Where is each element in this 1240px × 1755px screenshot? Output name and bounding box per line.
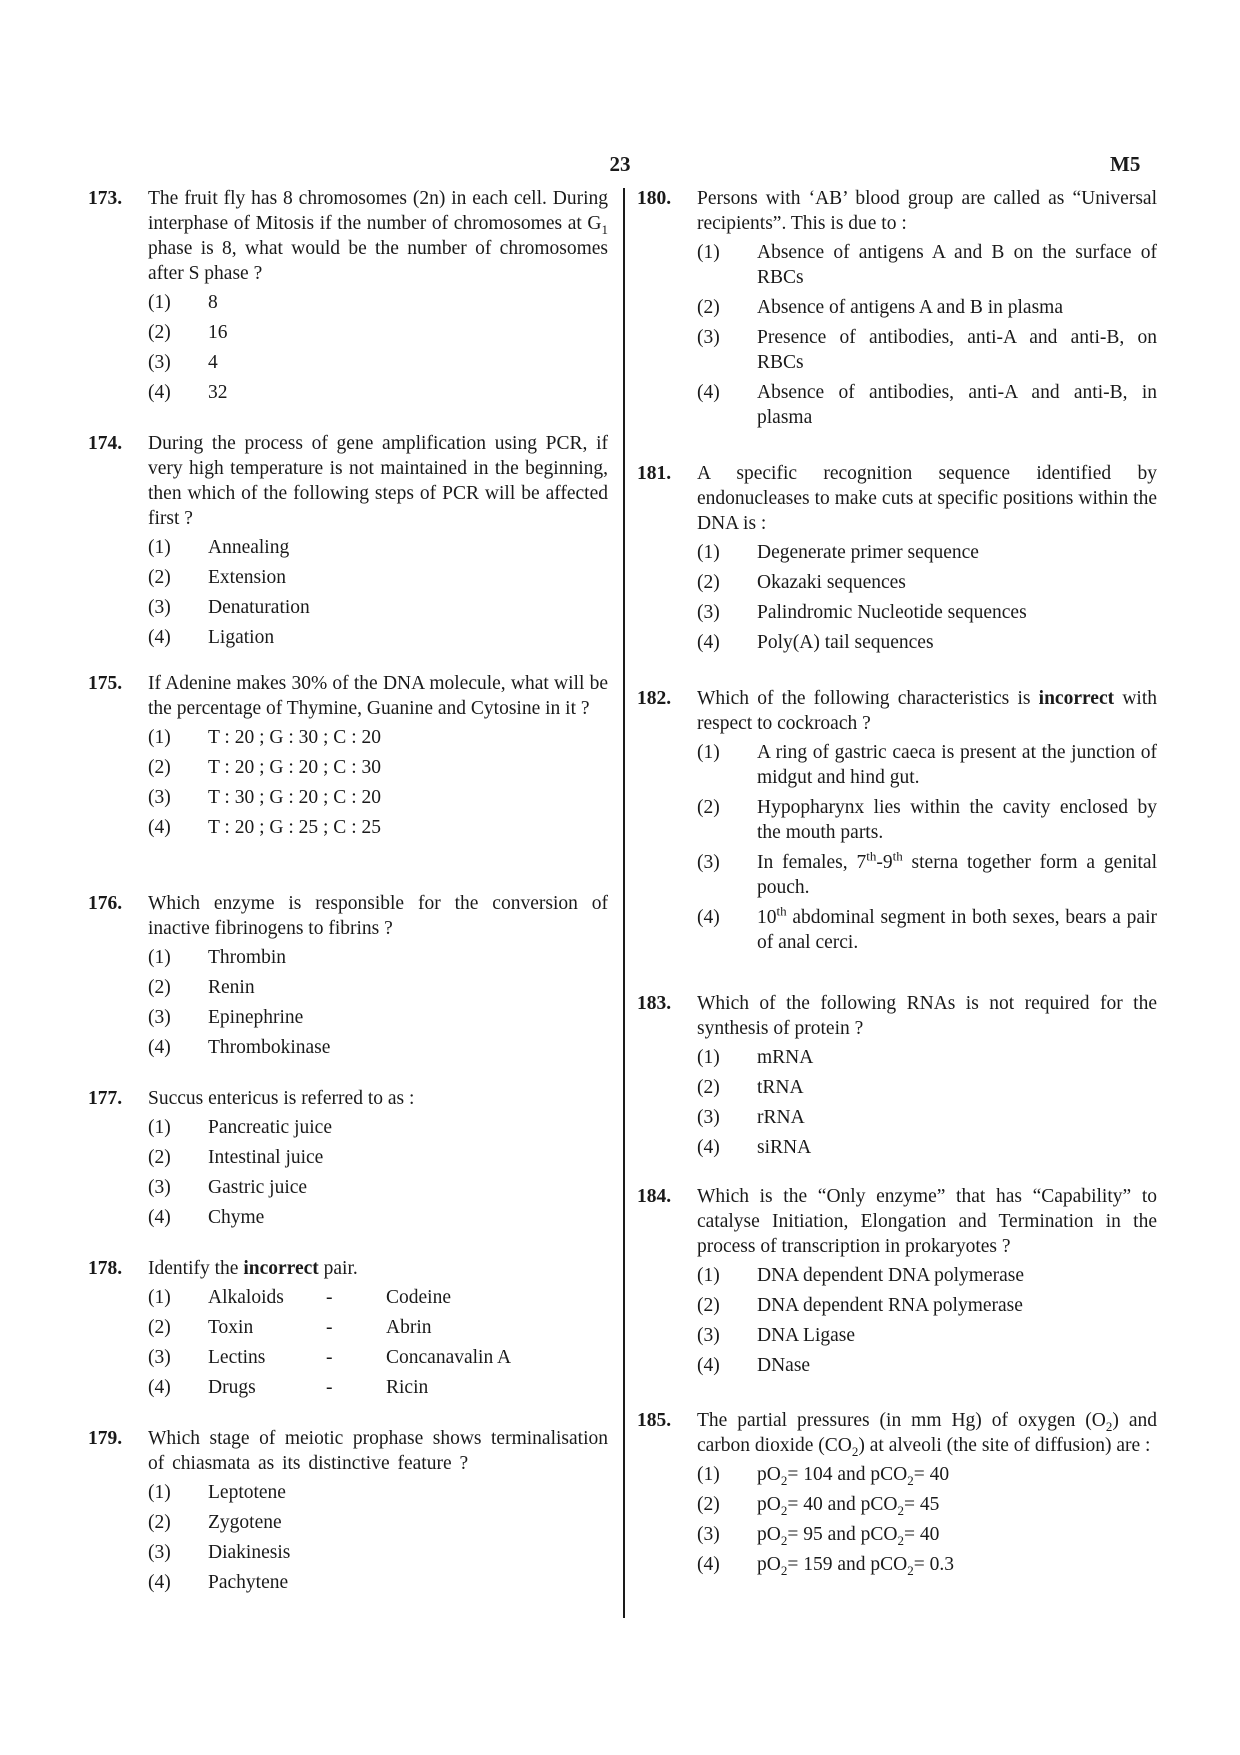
question-number: 179. [88, 1428, 123, 1449]
question-179 [88, 1426, 608, 1600]
option[interactable]: (4) T : 20 ; G : 25 ; C : 25 [148, 817, 381, 838]
option[interactable]: (4) Drugs - Ricin [148, 1377, 429, 1398]
option[interactable]: (2) T : 20 ; G : 20 ; C : 30 [148, 757, 381, 778]
options [697, 740, 1157, 955]
option[interactable]: (3) Palindromic Nucleotide sequences [697, 602, 1027, 623]
paper-code: M5 [1110, 152, 1141, 176]
option[interactable]: (3) 4 [148, 352, 218, 373]
question-180 [637, 186, 1157, 435]
options [148, 1285, 608, 1400]
question-184 [637, 1184, 1157, 1383]
option[interactable]: (2) Okazaki sequences [697, 572, 906, 593]
option[interactable]: (1) Pancreatic juice [148, 1117, 332, 1138]
option[interactable]: (1) Degenerate primer sequence [697, 542, 979, 563]
question-text: The fruit fly has 8 chromosomes (2n) in each cell. During interphase of Mitosis if the number of chromosomes at $G_1$ phase is 8, what would be the number of chromosomes after S phase ? [148, 188, 608, 284]
question-number: 184. [637, 1186, 672, 1207]
question-183 [637, 991, 1157, 1165]
option[interactable]: (4) Thrombokinase [148, 1037, 331, 1058]
option[interactable]: (1) T : 20 ; G : 30 ; C : 20 [148, 727, 381, 748]
option[interactable]: (1) mRNA [697, 1047, 814, 1068]
option[interactable]: (2) Hypopharynx lies within the cavity enclosed by the mouth parts. [697, 797, 1157, 843]
question-number: 175. [88, 673, 123, 694]
option[interactable]: (3) Epinephrine [148, 1007, 304, 1028]
question-178 [88, 1256, 608, 1405]
option[interactable]: (4) siRNA [697, 1137, 812, 1158]
option[interactable]: (2) DNA dependent RNA polymerase [697, 1295, 1023, 1316]
option[interactable]: (4) 10th abdominal segment in both sexes, bears a pair of anal cerci. [697, 903, 1157, 953]
question-173 [88, 186, 608, 410]
option[interactable]: (3) Denaturation [148, 597, 310, 618]
options [697, 240, 1157, 430]
question-text: A specific recognition sequence identified by endonucleases to make cuts at specific positions within the DNA is : [697, 463, 1157, 534]
question-text: Succus entericus is referred to as : [148, 1088, 415, 1109]
option[interactable]: (4) Ligation [148, 627, 275, 648]
option[interactable]: (2) Intestinal juice [148, 1147, 324, 1168]
options [697, 1462, 1157, 1577]
option[interactable]: (1) $pO_2= 104$ and pCO$_2$= 40 [697, 1464, 950, 1488]
question-text: Which is the “Only enzyme” that has “Capability” to catalyse Initiation, Elongation and Termination in the process of transcription in prokaryotes ? [697, 1186, 1157, 1257]
question-text: If Adenine makes 30% of the DNA molecule, what will be the percentage of Thymine, Guanine and Cytosine in it ? [148, 673, 608, 719]
question-number: 178. [88, 1258, 123, 1279]
option[interactable]: (3) Presence of antibodies, anti-A and anti-B, on RBCs [697, 327, 1157, 373]
option[interactable]: (4) $pO_2= 159$ and pCO$_2$= 0.3 [697, 1554, 954, 1578]
option[interactable]: (3) In females, 7th-9th sterna together form a genital pouch. [697, 848, 1157, 898]
page-number: 23 [609, 152, 631, 176]
question-number: 181. [637, 463, 672, 484]
options [148, 1115, 608, 1230]
option[interactable]: (3) DNA Ligase [697, 1325, 856, 1346]
options [148, 535, 608, 650]
option[interactable]: (4) Chyme [148, 1207, 265, 1228]
question-text: Which of the following RNAs is not required for the synthesis of protein ? [697, 993, 1157, 1039]
option[interactable]: (2) Zygotene [148, 1512, 282, 1533]
question-text: Which enzyme is responsible for the conversion of inactive fibrinogens to fibrins ? [148, 893, 608, 939]
option[interactable]: (2) Absence of antigens A and B in plasma [697, 297, 1063, 318]
options [148, 1480, 608, 1595]
options [697, 1045, 1157, 1160]
question-text: During the process of gene amplification using PCR, if very high temperature is not maintained in the beginning, then which of the following steps of PCR will be affected first ? [148, 433, 608, 529]
question-176 [88, 891, 608, 1065]
option[interactable]: (1) Thrombin [148, 947, 286, 968]
option[interactable]: (4) Poly(A) tail sequences [697, 632, 934, 653]
option[interactable]: (4) DNase [697, 1355, 811, 1376]
option[interactable]: (4) Absence of antibodies, anti-A and anti-B, in plasma [697, 382, 1157, 428]
question-number: 177. [88, 1088, 123, 1109]
option[interactable]: (1) Leptotene [148, 1482, 286, 1503]
question-177 [88, 1086, 608, 1235]
option[interactable]: (3) $pO_2= 95$ and pCO$_2$= 40 [697, 1524, 940, 1548]
question-182 [637, 686, 1157, 960]
option[interactable]: (4) 32 [148, 382, 228, 403]
option[interactable]: (1) A ring of gastric caeca is present at the junction of midgut and hind gut. [697, 742, 1157, 788]
option[interactable]: (3) Lectins - Concanavalin A [148, 1347, 512, 1368]
option[interactable]: (2) 16 [148, 322, 228, 343]
option[interactable]: (2) Renin [148, 977, 255, 998]
option[interactable]: (3) T : 30 ; G : 20 ; C : 20 [148, 787, 381, 808]
question-text: Persons with ‘AB’ blood group are called as “Universal recipients”. This is due to : [697, 188, 1157, 234]
question-number: 173. [88, 188, 123, 209]
question-number: 183. [637, 993, 672, 1014]
option[interactable]: (1) 8 [148, 292, 218, 313]
option[interactable]: (2) tRNA [697, 1077, 804, 1098]
option[interactable]: (2) Toxin - Abrin [148, 1317, 432, 1338]
options [697, 540, 1157, 655]
question-text: Identify the incorrect pair. [148, 1258, 358, 1279]
options [148, 290, 608, 405]
option[interactable]: (1) Annealing [148, 537, 290, 558]
options [148, 725, 608, 840]
option[interactable]: (3) Diakinesis [148, 1542, 291, 1563]
question-175 [88, 671, 608, 845]
question-text: Which of the following characteristics is incorrect with respect to cockroach ? [697, 688, 1157, 734]
question-185 [637, 1408, 1157, 1582]
question-number: 174. [88, 433, 123, 454]
option[interactable]: (3) Gastric juice [148, 1177, 308, 1198]
option[interactable]: (1) Absence of antigens A and B on the surface of RBCs [697, 242, 1157, 288]
option[interactable]: (1) DNA dependent DNA polymerase [697, 1265, 1024, 1286]
question-text: The partial pressures (in mm Hg) of oxygen $(O_2)$ and carbon dioxide $(CO_2)$ at alveoli (the site of diffusion) are : [697, 1410, 1157, 1459]
question-number: 185. [637, 1410, 672, 1431]
options [148, 945, 608, 1060]
option[interactable]: (4) Pachytene [148, 1572, 289, 1593]
option[interactable]: (2) Extension [148, 567, 286, 588]
question-181 [637, 461, 1157, 660]
question-number: 176. [88, 893, 123, 914]
options [697, 1263, 1157, 1378]
option[interactable]: (2) $pO_2= 40$ and pCO$_2$= 45 [697, 1494, 940, 1518]
column-divider [623, 188, 625, 1618]
question-174 [88, 431, 608, 655]
question-number: 180. [637, 188, 672, 209]
question-number: 182. [637, 688, 672, 709]
option[interactable]: (3) rRNA [697, 1107, 805, 1128]
option[interactable]: (1) Alkaloids - Codeine [148, 1287, 451, 1308]
question-text: Which stage of meiotic prophase shows terminalisation of chiasmata as its distinctive feature ? [148, 1428, 608, 1474]
